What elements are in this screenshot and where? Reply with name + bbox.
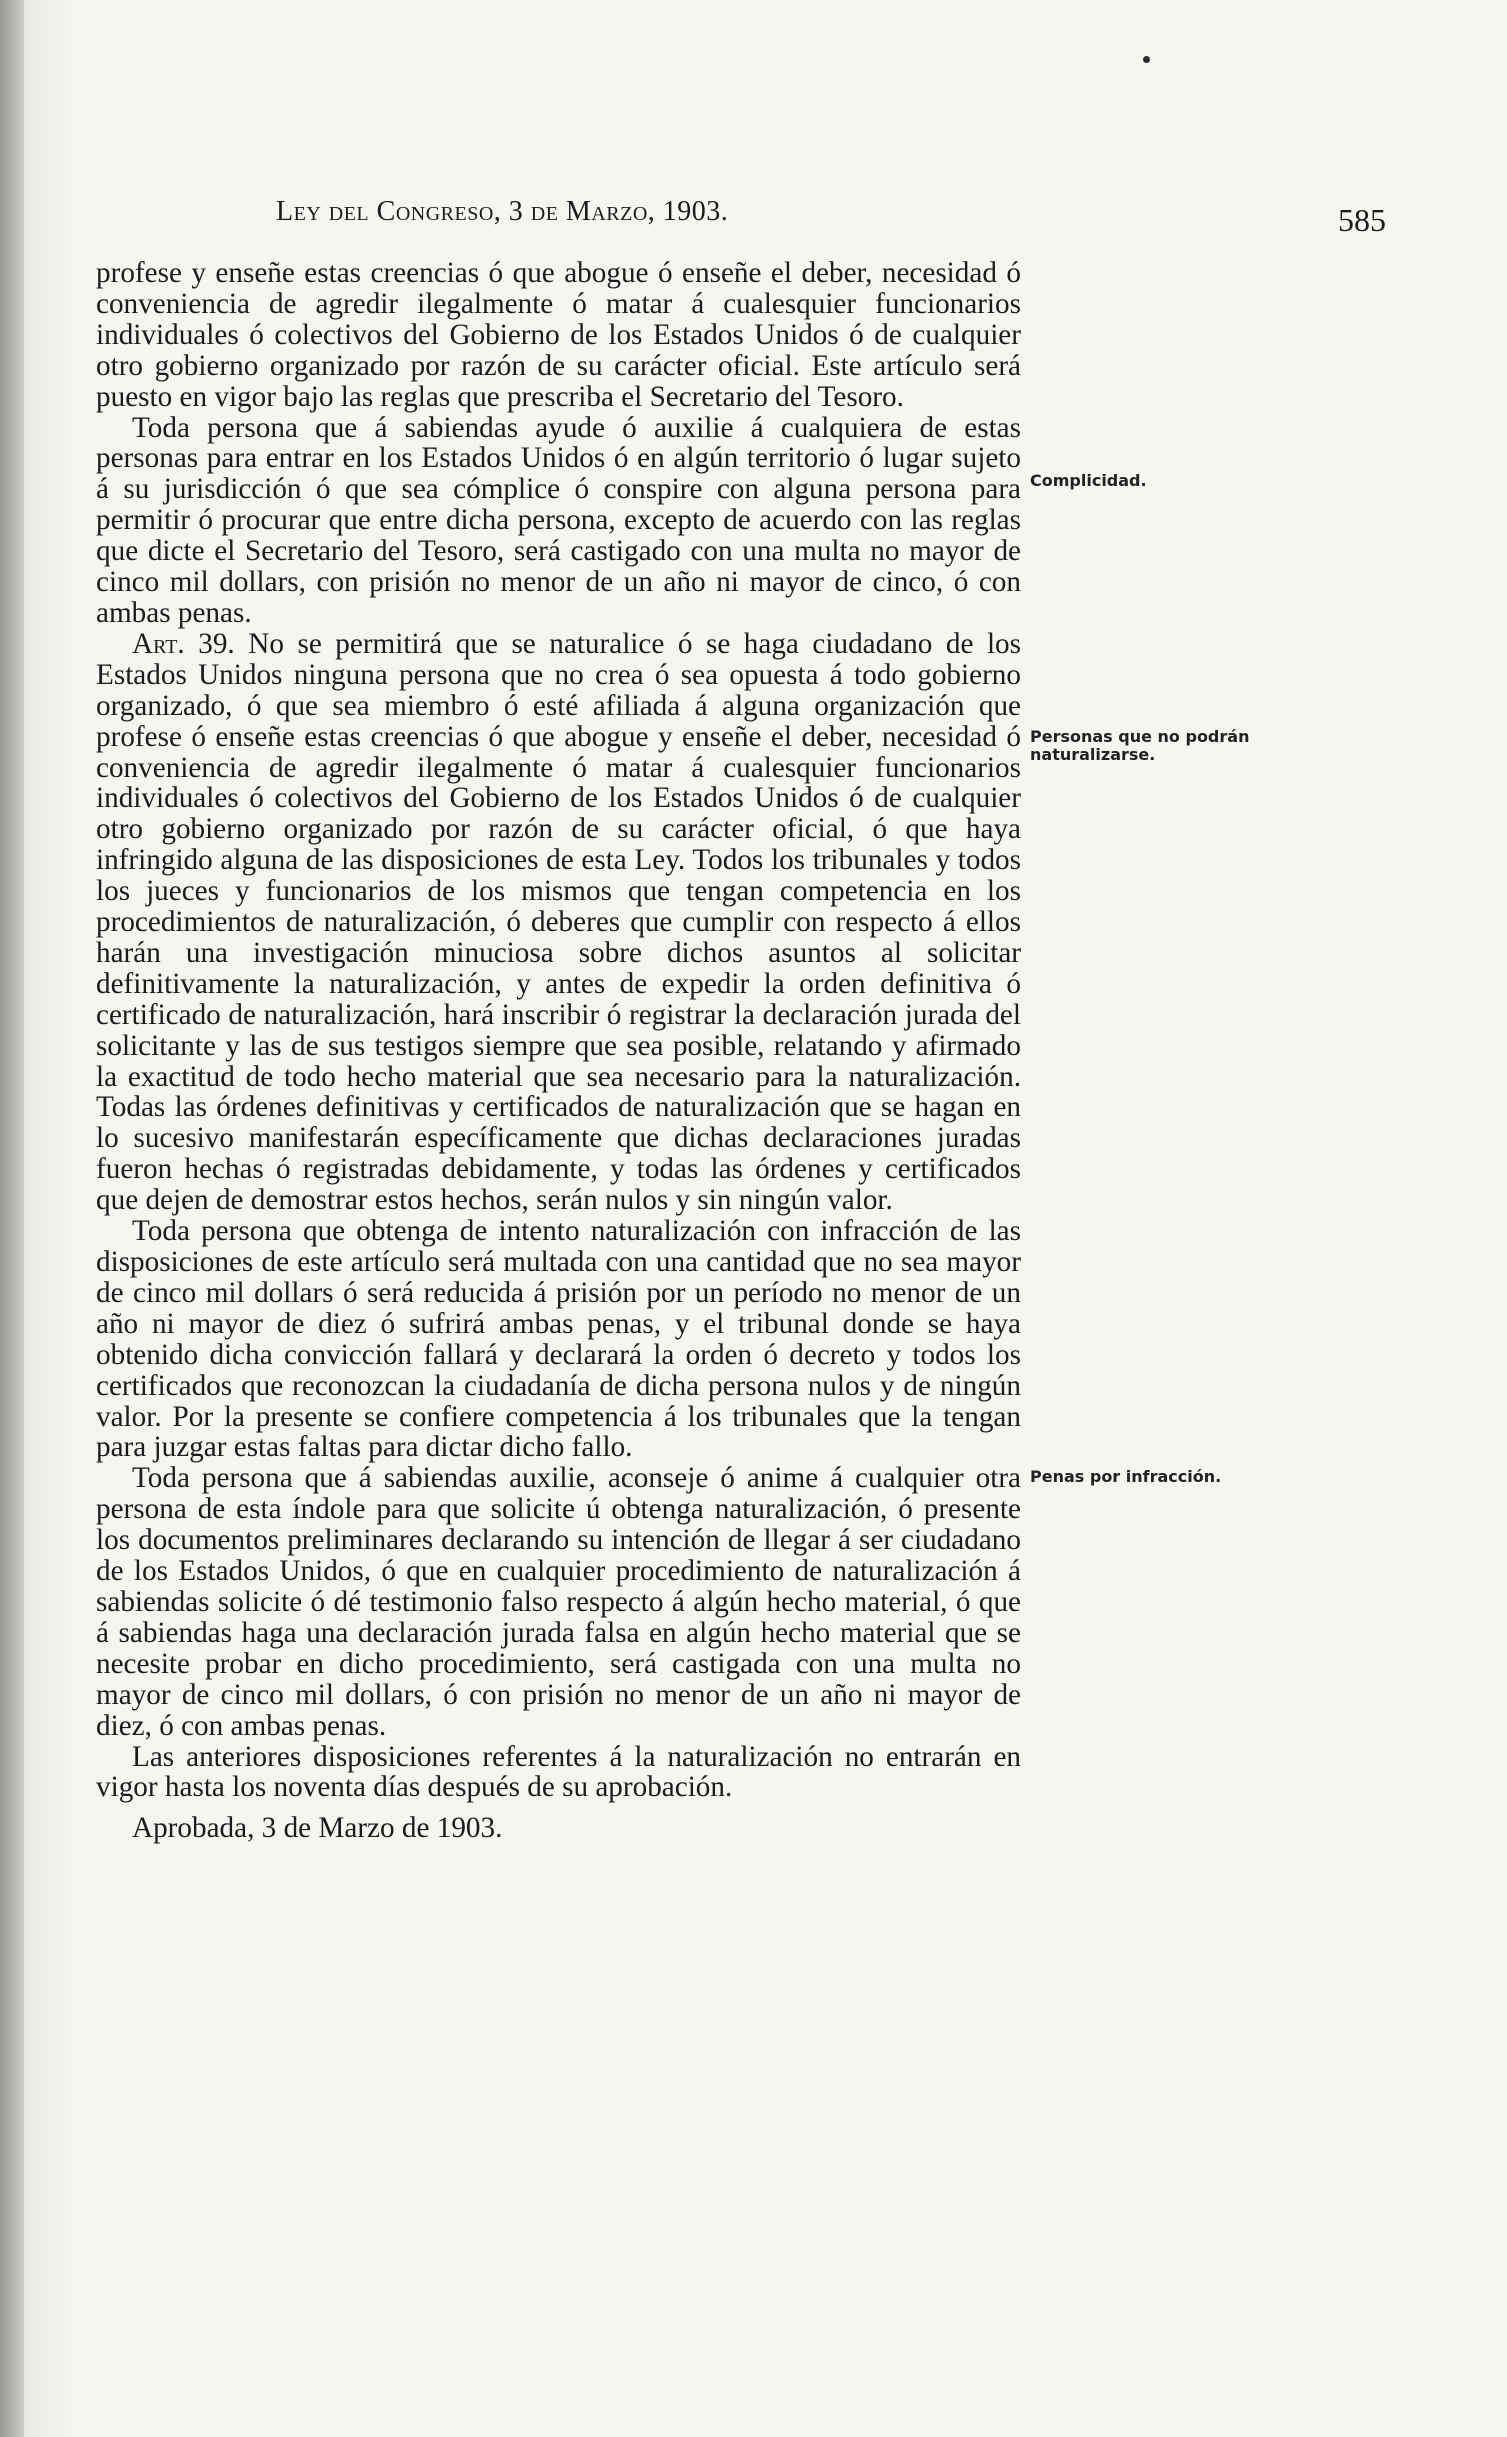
paragraph: Las anteriores disposiciones referentes á la naturalización no entrarán en vigor hasta los noventa días después de su aprobación.: [96, 1740, 1021, 1804]
article-text: No se permitirá que se naturalice ó se haga ciudadano de los Estados Unidos ninguna persona que no crea ó sea opuesta á todo gobierno organizado, ó que sea miembro ó esté afiliada á alguna organización que profese ó enseñe estas creencias ó que abogue y enseñe el deber, necesidad ó conveniencia de agredir ilegalmente ó matar á cualesquier funcionarios individuales ó colectivos del Gobierno de los Estados Unidos ó de cualquier otro gobierno organizado por razón de su carácter oficial, ó que haya infringido alguna de las disposiciones de esta Ley. Todos los tribunales y todos los jueces y funcionarios de los mismos que tengan competencia en los procedimientos de naturalización, ó deberes que cumplir con respecto á ellos harán una investigación minuciosa sobre dichos asuntos al solicitar definitivamente la naturalización, y antes de expedir la orden definitiva ó certificado de naturalización, hará inscribir ó registrar la declaración jurada del solicitante y las de sus testigos siempre que sea posible, relatando y afirmado la exactitud de todo hecho material que sea necesario para la naturalización. Todas las órdenes definitivas y certificados de naturalización que se hagan en lo sucesivo manifestarán específicamente que dichas declaraciones juradas fueron hechas ó registradas debidamente, y todas las órdenes y certificados que dejen de demostrar estos hechos, serán nulos y sin ningún valor.: [96, 627, 1022, 1217]
ink-speck: [1143, 56, 1150, 63]
paragraph: [96, 629, 1021, 1216]
main-text-column: [96, 258, 1021, 1844]
margin-note-personas: Personas que no podrán naturalizarse.: [1030, 727, 1250, 764]
page-number: 585: [1338, 202, 1386, 238]
margin-note-complicidad: Complicidad.: [1030, 471, 1147, 490]
book-spine-shadow: [0, 0, 24, 2437]
running-head: Ley del Congreso, 3 de Marzo, 1903.: [276, 196, 729, 227]
approval-line: Aprobada, 3 de Marzo de 1903.: [132, 1812, 503, 1845]
paragraph: profese y enseñe estas creencias ó que abogue ó enseñe el deber, necesidad ó conveniencia de agredir ilegalmente ó matar á cualesquier funcionarios individuales ó colectivos del Gobierno de los Estados Unidos ó de cualquier otro gobierno organizado por razón de su carácter oficial. Este artículo será puesto en vigor bajo las reglas que prescriba el Secretario del Tesoro.: [96, 257, 1021, 413]
paragraph: Toda persona que obtenga de intento naturalización con infracción de las disposiciones de este artículo será multada con una cantidad que no sea mayor de cinco mil dollars ó será reducida á prisión por un período no menor de un año ni mayor de diez ó sufrirá ambas penas, y el tribunal donde se haya obtenido dicha convicción fallará y declarará la orden ó decreto y todos los certificados que reconozcan la ciudadanía de dicha persona nulos y de ningún valor. Por la presente se confiere competencia á los tribunales que la tengan para juzgar estas faltas para dictar dicho fallo.: [96, 1215, 1021, 1464]
page-header: [276, 196, 1386, 236]
margin-note-penas: Penas por infracción.: [1030, 1467, 1222, 1486]
paragraph: Toda persona que á sabiendas ayude ó auxilie á cualquiera de estas personas para entrar en los Estados Unidos ó en algún territorio ó lugar sujeto á su jurisdicción ó que sea cómplice ó conspire con alguna persona para permitir ó procurar que entre dicha persona, excepto de acuerdo con las reglas que dicte el Secretario del Tesoro, será castigado con una multa no mayor de cinco mil dollars, con prisión no menor de un año ni mayor de cinco, ó con ambas penas.: [96, 411, 1021, 629]
paragraph: Toda persona que á sabiendas auxilie, aconseje ó anime á cualquier otra persona de esta índole para que solicite ú obtenga naturalización, ó presente los documentos preliminares declarando su intención de llegar á ser ciudadano de los Estados Unidos, ó que en cualquier procedimiento de naturalización á sabiendas solicite ó dé testimonio falso respecto á algún hecho material, ó que á sabiendas haga una declaración jurada falsa en algún hecho material que se necesite probar en dicho procedimiento, será castigada con una multa no mayor de cinco mil dollars, ó con prisión no menor de un año ni mayor de diez, ó con ambas penas.: [96, 1462, 1021, 1742]
article-label: Art. 39.: [132, 627, 235, 660]
